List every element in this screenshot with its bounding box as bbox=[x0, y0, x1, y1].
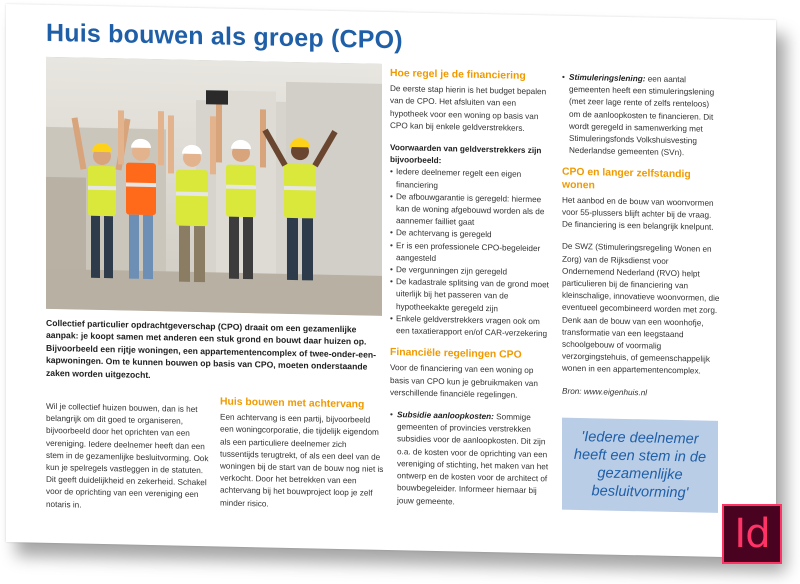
source-credit: Bron: www.eigenhuis.nl bbox=[562, 386, 648, 398]
regelingen-heading: Financiële regelingen CPO bbox=[390, 347, 522, 362]
financiering-text: De eerste stap hierin is het budget bepalen van de CPO. Het afsluiten van een hypotheek voor een woning op basis van CPO kan bij enkele geldverstrekkers. bbox=[390, 84, 547, 133]
stimulering-text: een aantal gemeenten heeft een stimuleringslening (met zeer lage rente of zelfs renteloos) om de aanloopkosten te financieren. Dit wordt geregeld in samenwerking met Stimuleringsfonds Volkshuisvesting Nederlandse gemeenten (SVn). bbox=[569, 74, 715, 158]
subsidie-item bbox=[390, 409, 552, 510]
column-financiering bbox=[390, 68, 552, 520]
column-organisation bbox=[46, 401, 212, 524]
condition-item: • Iedere deelnemer regelt een eigen financiering bbox=[390, 166, 552, 194]
zelfstandig-text-1: Het aanbod en de bouw van woonvormen voor 55-plussers blijft achter bij de vraag. De financiering is een belangrijk knelpunt. bbox=[562, 195, 714, 233]
subsidie-label: Subsidie aanloopkosten: bbox=[397, 410, 494, 422]
condition-item: • De kadastrale splitsing van de grond moet uiterlijk bij het passeren van de hypotheekakte geregeld zijn bbox=[390, 276, 552, 316]
condition-item: • Enkele geldverstrekkers vragen ook om een taxatierapport en/of CAR-verzekering bbox=[390, 313, 552, 341]
condition-item: • De vergunningen zijn geregeld bbox=[390, 264, 552, 280]
zelfstandig-text-2: De SWZ (Stimuleringsregeling Wonen en Zorg) van de Rijksdienst voor Ondernemend Nederland (RVO) helpt particulieren bij de financiering van kleinschalige, innovatieve woonvormen, die eventueel gecombineerd worden met zorg. Denk aan de bouw van een woonhofje, transformatie van een leegstaand schoolgebouw of voormalig verzorgingstehuis, of gemeenschappelijk wonen in een appartementencomplex. bbox=[562, 242, 720, 377]
regelingen-text: Voor de financiering van een woning op basis van CPO kun je gebruikmaken van verschillende financiële regelingen. bbox=[390, 363, 538, 400]
magazine-page bbox=[6, 4, 776, 558]
stimulering-label: Stimuleringslening: bbox=[569, 72, 646, 84]
page-title: Huis bouwen als groep (CPO) bbox=[46, 18, 403, 55]
subsidie-list bbox=[390, 409, 552, 510]
condition-item: • De afbouwgarantie is geregeld: hiermee kan de woning afgebouwd worden als de aannemer failliet gaat bbox=[390, 191, 552, 231]
workers-photo bbox=[46, 57, 382, 316]
achtervang-heading: Huis bouwen met achtervang bbox=[220, 396, 365, 411]
financiering-heading: Hoe regel je de financiering bbox=[390, 68, 526, 82]
pull-quote: 'Iedere deelnemer heeft een stem in de gezamenlijke besluitvorming' bbox=[562, 418, 718, 513]
intro-paragraph: Collectief particulier opdrachtgeverschap (CPO) draait om een gezamenlijke aanpak: je koopt samen met anderen een stuk grond en bouwt daar huizen op. Bijvoorbeeld een rijtje woningen, een appartementencomplex of twee-onder-een-kapwoningen. Om te kunnen bouwen op basis van CPO, moeten onderstaande zaken worden uitgezocht. bbox=[46, 317, 376, 380]
achtervang-text: Een achtervang is een partij, bijvoorbeeld een woningcorporatie, die tijdelijk eigendom als een particuliere deelnemer zich tussentijds terugtrekt, of als een deel van de woningen bij de start van de bouw nog niet is verkocht. Door het betrekken van een achtervang bij het bouwproject loop je zelf minder risico. bbox=[220, 412, 384, 509]
column-achtervang bbox=[220, 396, 384, 522]
conditions-list bbox=[390, 166, 552, 340]
stimulering-list bbox=[562, 72, 722, 161]
indesign-logo-icon: Id bbox=[722, 504, 782, 564]
conditions-title: Voorwaarden van geldverstrekkers zijn bijvoorbeeld: bbox=[390, 143, 542, 166]
column-langer-zelfstandig bbox=[562, 72, 722, 411]
stimulering-item bbox=[562, 72, 722, 161]
zelfstandig-heading: CPO en langer zelfstandig wonen bbox=[562, 167, 691, 191]
organisation-text: Wil je collectief huizen bouwen, dan is het belangrijk om dit goed te organiseren, bijvoorbeeld door het oprichten van een vereniging. Iedere deelnemer heeft dan een stem in de gezamenlijke besluitvorming. Ook kun je spelregels vastleggen in de statuten. Dit geeft duidelijkheid en zekerheid. Schakel voor de oprichting van een vereniging een notaris in. bbox=[46, 401, 209, 510]
subsidie-text: Sommige gemeenten of provincies verstrekken subsidies voor de aanloopkosten. Dit zijn o.a. de kosten voor de oprichting van een vereniging of stichting, het maken van het ontwerp en de kosten voor de architect of bouwbegeleider. Informeer hiernaar bij jouw gemeente. bbox=[397, 412, 549, 506]
condition-item: • Er is een professionele CPO-begeleider aangesteld bbox=[390, 240, 552, 268]
condition-item: • De achtervang is geregeld bbox=[390, 227, 552, 243]
